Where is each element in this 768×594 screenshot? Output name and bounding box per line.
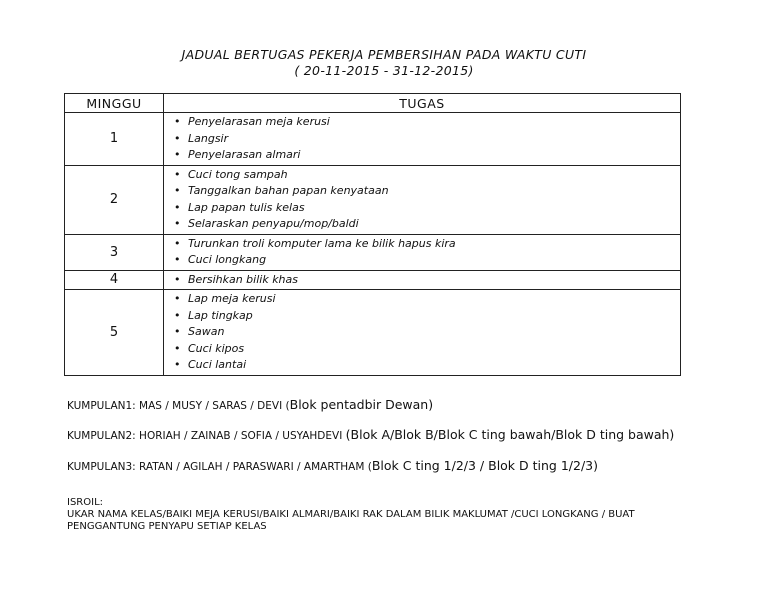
- task-item: • Selaraskan penyapu/mop/baldi: [188, 216, 680, 233]
- week-cell: 2: [65, 165, 164, 234]
- group-2-line: [67, 427, 674, 442]
- task-item: • Sawan: [188, 324, 680, 341]
- table-row: [65, 234, 681, 270]
- task-item: • Penyelarasan meja kerusi: [188, 114, 680, 131]
- task-item: • Tanggalkan bahan papan kenyataan: [188, 183, 680, 200]
- task-item: • Penyelarasan almari: [188, 147, 680, 164]
- task-item: • Cuci longkang: [188, 252, 680, 269]
- header-minggu: MINGGU: [65, 94, 164, 113]
- task-list: [164, 235, 680, 270]
- table-row: [65, 270, 681, 290]
- task-item: • Bersihkan bilik khas: [188, 272, 680, 289]
- group-1-area: Blok pentadbir Dewan): [289, 397, 434, 412]
- table-row: [65, 165, 681, 234]
- task-item: • Lap tingkap: [188, 308, 680, 325]
- task-list: [164, 290, 680, 375]
- task-list: [164, 271, 680, 290]
- task-item: • Lap meja kerusi: [188, 291, 680, 308]
- note-block: [67, 497, 747, 533]
- task-item: • Cuci tong sampah: [188, 167, 680, 184]
- note-line-1: UKAR NAMA KELAS/BAIKI MEJA KERUSI/BAIKI ALMARI/BAIKI RAK DALAM BILIK MAKLUMAT /CUCI LONGKANG / BUAT: [67, 509, 635, 520]
- group-1-members: KUMPULAN1: MAS / MUSY / SARAS / DEVI (: [67, 400, 290, 412]
- group-3-line: [67, 458, 598, 473]
- group-2-area: (Blok A/Blok B/Blok C ting bawah/Blok D ting bawah): [345, 427, 675, 442]
- task-item: • Cuci kipos: [188, 341, 680, 358]
- table-row: [65, 113, 681, 166]
- table-row: [65, 290, 681, 376]
- group-3-members: KUMPULAN3: RATAN / AGILAH / PARASWARI / AMARTHAM (: [67, 461, 372, 473]
- task-item: • Lap papan tulis kelas: [188, 200, 680, 217]
- tasks-cell: [164, 290, 681, 376]
- week-cell: 5: [65, 290, 164, 376]
- note-line-2: PENGGANTUNG PENYAPU SETIAP KELAS: [67, 521, 267, 532]
- task-list: [164, 113, 680, 165]
- table-header-row: [65, 94, 681, 113]
- week-cell: 1: [65, 113, 164, 166]
- tasks-cell: [164, 113, 681, 166]
- group-1-line: [67, 397, 433, 412]
- schedule-table: [64, 93, 681, 376]
- group-2-members: KUMPULAN2: HORIAH / ZAINAB / SOFIA / USYAHDEVI: [67, 430, 346, 442]
- week-cell: 4: [65, 270, 164, 290]
- document-date-range: ( 20-11-2015 - 31-12-2015): [294, 63, 474, 78]
- task-item: • Turunkan troli komputer lama ke bilik hapus kira: [188, 236, 680, 253]
- task-item: • Langsir: [188, 131, 680, 148]
- header-tugas: TUGAS: [164, 94, 681, 113]
- task-item: • Cuci lantai: [188, 357, 680, 374]
- tasks-cell: [164, 234, 681, 270]
- task-list: [164, 166, 680, 234]
- tasks-cell: [164, 270, 681, 290]
- group-3-area: Blok C ting 1/2/3 / Blok D ting 1/2/3): [371, 458, 598, 473]
- tasks-cell: [164, 165, 681, 234]
- week-cell: 3: [65, 234, 164, 270]
- document-title: JADUAL BERTUGAS PEKERJA PEMBERSIHAN PADA WAKTU CUTI: [181, 47, 587, 62]
- note-heading: ISROIL:: [67, 497, 104, 508]
